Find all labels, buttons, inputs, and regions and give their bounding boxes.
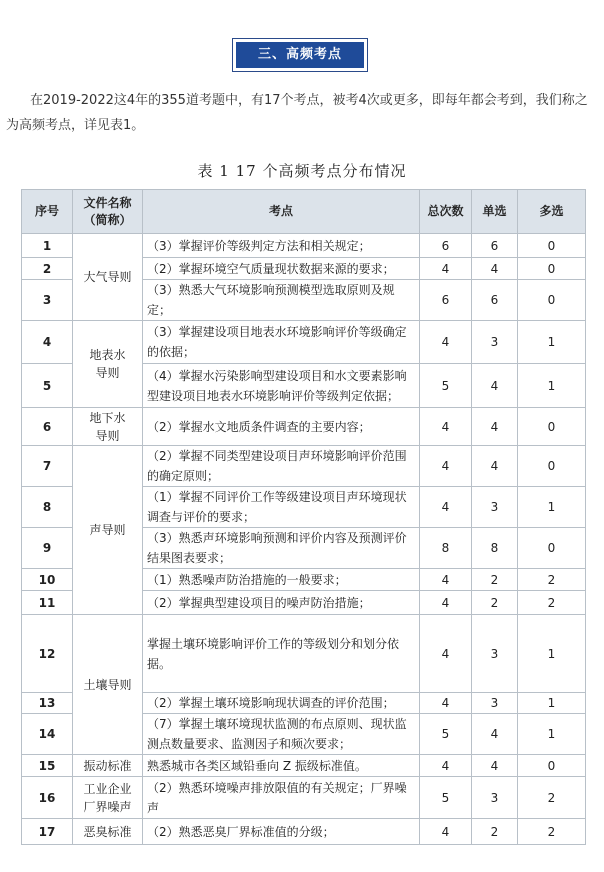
row-number: 11: [22, 591, 73, 615]
single-count: 3: [472, 487, 518, 528]
multi-count: 1: [518, 487, 586, 528]
exam-point: （2）熟悉环境噪声排放限值的有关规定；厂界噪声: [143, 777, 420, 819]
file-name-cell: [73, 446, 143, 615]
single-count: 6: [472, 234, 518, 258]
row-number: 4: [22, 321, 73, 364]
total-count: 4: [420, 591, 472, 615]
header-total: 总次数: [420, 190, 472, 234]
exam-point: （1）掌握不同评价工作等级建设项目声环境现状调查与评价的要求；: [143, 487, 420, 528]
total-count: 5: [420, 714, 472, 755]
file-name: 地下水导则: [89, 410, 126, 443]
single-count: 3: [472, 615, 518, 693]
row-number: 1: [22, 234, 73, 258]
header-multi: 多选: [518, 190, 586, 234]
exam-point: （3）熟悉大气环境影响预测模型选取原则及规定；: [143, 280, 420, 321]
row-number: 10: [22, 569, 73, 591]
row-number: 16: [22, 777, 73, 819]
file-name-cell: [73, 234, 143, 321]
multi-count: 1: [518, 615, 586, 693]
file-name: 声导则: [89, 523, 126, 537]
single-count: 2: [472, 591, 518, 615]
total-count: 4: [420, 487, 472, 528]
total-count: 4: [420, 258, 472, 280]
row-number: 12: [22, 615, 73, 693]
multi-count: 0: [518, 755, 586, 777]
table-header-row: [22, 190, 586, 234]
table-row: [22, 819, 586, 845]
single-count: 4: [472, 714, 518, 755]
total-count: 4: [420, 755, 472, 777]
header-single: 单选: [472, 190, 518, 234]
single-count: 4: [472, 258, 518, 280]
total-count: 6: [420, 280, 472, 321]
total-count: 8: [420, 528, 472, 569]
single-count: 4: [472, 408, 518, 446]
file-name: 工业企业厂界噪声: [83, 781, 132, 814]
multi-count: 1: [518, 321, 586, 364]
table-row: [22, 446, 586, 487]
multi-count: 2: [518, 777, 586, 819]
exam-point: （4）掌握水污染影响型建设项目和水文要素影响型建设项目地表水环境影响评价等级判定依据；: [143, 364, 420, 408]
exam-point: （7）掌握土壤环境现状监测的布点原则、现状监测点数量要求、监测因子和频次要求；: [143, 714, 420, 755]
section-badge-label: 三、高频考点: [236, 42, 364, 68]
total-count: 6: [420, 234, 472, 258]
header-no: 序号: [22, 190, 73, 234]
table-row: [22, 615, 586, 693]
exam-point: （2）掌握不同类型建设项目声环境影响评价范围的确定原则；: [143, 446, 420, 487]
file-name-cell: [73, 408, 143, 446]
intro-paragraph: 在2019-2022这4年的355道考题中，有17个考点，被考4次或更多，即每年都会考到，我们称之为高频考点，详见表1。: [6, 93, 588, 133]
exam-point: （2）熟悉恶臭厂界标准值的分级；: [143, 819, 420, 845]
row-number: 9: [22, 528, 73, 569]
multi-count: 1: [518, 364, 586, 408]
file-name: 恶臭标准: [83, 824, 132, 839]
single-count: 3: [472, 777, 518, 819]
table-body: [22, 234, 586, 845]
row-number: 3: [22, 280, 73, 321]
file-name: 振动标准: [83, 758, 132, 773]
exam-point: （2）掌握水文地质条件调查的主要内容；: [143, 408, 420, 446]
file-name: 地表水导则: [89, 348, 126, 380]
total-count: 4: [420, 321, 472, 364]
exam-point: （3）掌握建设项目地表水环境影响评价等级确定的依据；: [143, 321, 420, 364]
table-row: [22, 777, 586, 819]
row-number: 13: [22, 693, 73, 714]
total-count: 4: [420, 569, 472, 591]
single-count: 4: [472, 446, 518, 487]
table-row: [22, 408, 586, 446]
row-number: 14: [22, 714, 73, 755]
row-number: 15: [22, 755, 73, 777]
header-file: 文件名称（简称）: [73, 190, 143, 234]
multi-count: 2: [518, 591, 586, 615]
file-name: 土壤导则: [83, 677, 132, 692]
multi-count: 2: [518, 819, 586, 845]
single-count: 4: [472, 755, 518, 777]
multi-count: 0: [518, 528, 586, 569]
high-frequency-table: [21, 189, 586, 845]
total-count: 5: [420, 777, 472, 819]
exam-point: （3）熟悉声环境影响预测和评价内容及预测评价结果图表要求；: [143, 528, 420, 569]
single-count: 3: [472, 693, 518, 714]
header-point: 考点: [143, 190, 420, 234]
row-number: 17: [22, 819, 73, 845]
multi-count: 0: [518, 408, 586, 446]
table-row: [22, 234, 586, 258]
total-count: 4: [420, 446, 472, 487]
row-number: 8: [22, 487, 73, 528]
multi-count: 1: [518, 693, 586, 714]
single-count: 4: [472, 364, 518, 408]
total-count: 4: [420, 408, 472, 446]
exam-point: （2）掌握环境空气质量现状数据来源的要求；: [143, 258, 420, 280]
file-name-cell: [73, 777, 143, 819]
multi-count: 0: [518, 234, 586, 258]
single-count: 2: [472, 569, 518, 591]
file-name-cell: [73, 819, 143, 845]
row-number: 6: [22, 408, 73, 446]
section-badge: [232, 38, 368, 72]
exam-point: （2）掌握典型建设项目的噪声防治措施；: [143, 591, 420, 615]
table-caption: 表 1 17 个高频考点分布情况: [197, 162, 407, 180]
total-count: 4: [420, 693, 472, 714]
table-row: [22, 755, 586, 777]
exam-point: （2）掌握土壤环境影响现状调查的评价范围；: [143, 693, 420, 714]
exam-point: 熟悉城市各类区域铅垂向 Z 振级标准值。: [143, 755, 420, 777]
row-number: 2: [22, 258, 73, 280]
row-number: 5: [22, 364, 73, 408]
row-number: 7: [22, 446, 73, 487]
single-count: 8: [472, 528, 518, 569]
file-name-cell: [73, 321, 143, 408]
table-row: [22, 321, 586, 364]
single-count: 3: [472, 321, 518, 364]
exam-point: （1）熟悉噪声防治措施的一般要求；: [143, 569, 420, 591]
file-name: 大气导则: [83, 270, 132, 284]
multi-count: 1: [518, 714, 586, 755]
file-name-cell: [73, 755, 143, 777]
multi-count: 0: [518, 446, 586, 487]
total-count: 4: [420, 615, 472, 693]
file-name-cell: [73, 615, 143, 755]
multi-count: 0: [518, 258, 586, 280]
total-count: 4: [420, 819, 472, 845]
exam-point: 掌握土壤环境影响评价工作的等级划分和划分依据。: [143, 615, 420, 693]
multi-count: 0: [518, 280, 586, 321]
multi-count: 2: [518, 569, 586, 591]
single-count: 6: [472, 280, 518, 321]
total-count: 5: [420, 364, 472, 408]
single-count: 2: [472, 819, 518, 845]
exam-point: （3）掌握评价等级判定方法和相关规定；: [143, 234, 420, 258]
